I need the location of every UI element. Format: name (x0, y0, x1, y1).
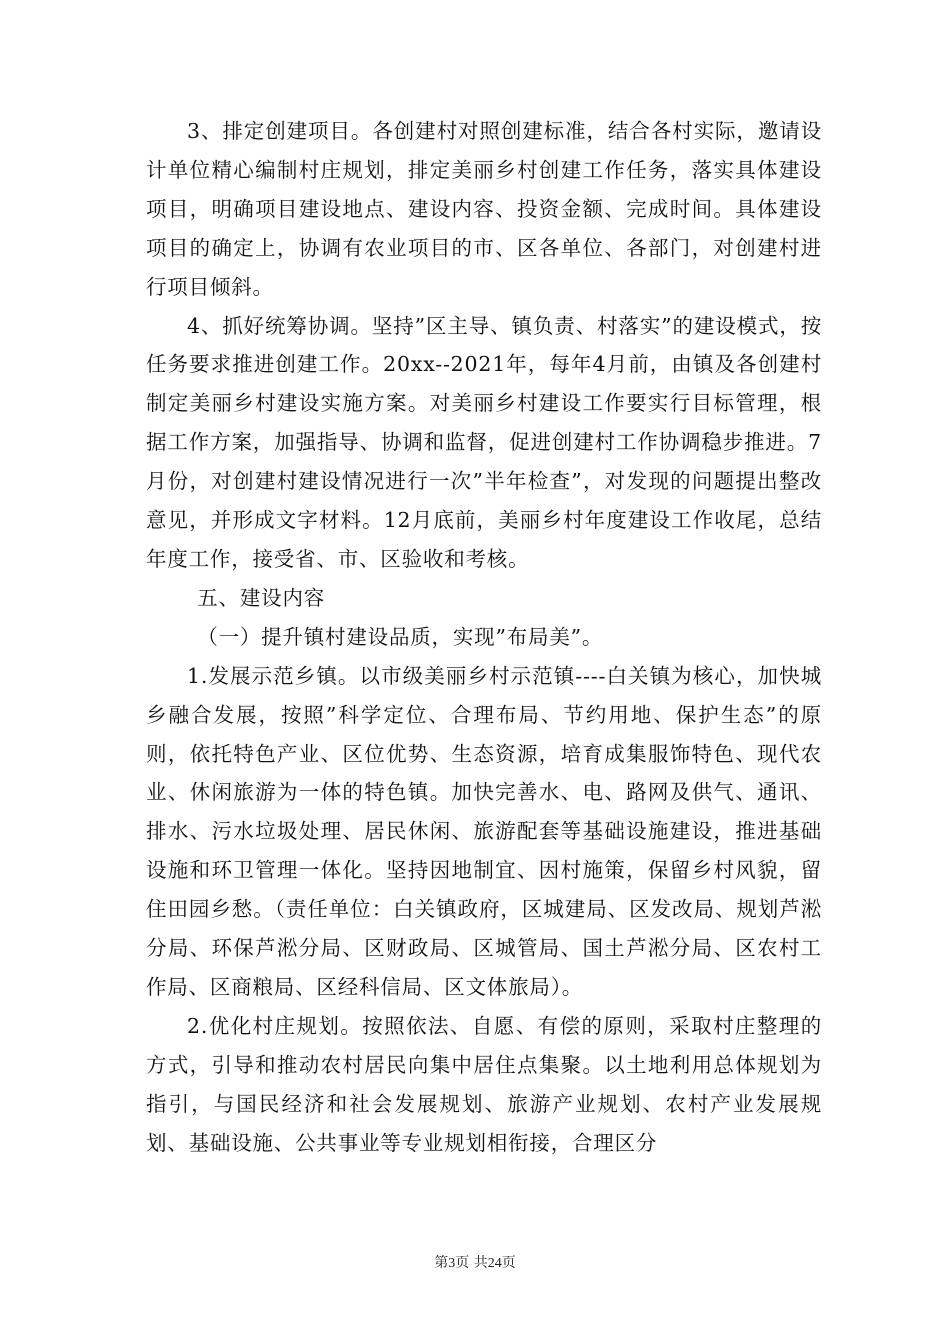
footer-page-number: 3 (448, 1256, 456, 1271)
footer-total-pages: 24 (487, 1256, 502, 1271)
page-footer (0, 1252, 950, 1272)
section-heading: 五、建设内容 (197, 585, 326, 610)
document-body (146, 112, 822, 1162)
footer-middle: 页 共 (455, 1255, 488, 1271)
paragraph-item-2: 2.优化村庄规划。按照依法、自愿、有偿的原则，采取村庄整理的方式，引导和推动农村居民向集中居住点集聚。以土地利用总体规划为指引，与国民经济和社会发展规划、旅游产业规划、农村产业发展规划、基础设施、公共事业等专业规划相衔接，合理区分 (146, 1013, 822, 1155)
paragraph-item-1: 1.发展示范乡镇。以市级美丽乡村示范镇----白关镇为核心，加快城乡融合发展，按照”科学定位、合理布局、节约用地、保护生态”的原则，依托特色产业、区位优势、生态资源，培育成集服饰特色、现代农业、休闲旅游为一体的特色镇。加快完善水、电、路网及供气、通讯、排水、污水垃圾处理、居民休闲、旅游配套等基础设施建设，推进基础设施和环卫管理一体化。坚持因地制宜、因村施策，保留乡村风貌，留住田园乡愁。（责任单位：白关镇政府，区城建局、区发改局、规划芦淞分局、环保芦淞分局、区财政局、区城管局、国土芦淞分局、区农村工作局、区商粮局、区经科信局、区文体旅局）。 (146, 663, 822, 999)
footer-prefix: 第 (434, 1255, 449, 1271)
footer-suffix: 页 (501, 1255, 516, 1271)
paragraph-item-4: 4、抓好统筹协调。坚持”区主导、镇负责、村落实”的建设模式，按任务要求推进创建工作。20xx--2021年，每年4月前，由镇及各创建村制定美丽乡村建设实施方案。对美丽乡村建设工作要实行目标管理，根据工作方案，加强指导、协调和监督，促进创建村工作协调稳步推进。7月份，对创建村建设情况进行一次”半年检查”，对发现的问题提出整改意见，并形成文字材料。12月底前，美丽乡村年度建设工作收尾，总结年度工作，接受省、市、区验收和考核。 (146, 313, 822, 571)
subsection-heading: （一）提升镇村建设品质，实现”布局美”。 (197, 624, 604, 649)
paragraph-item-3: 3、排定创建项目。各创建村对照创建标准，结合各村实际，邀请设计单位精心编制村庄规划，排定美丽乡村创建工作任务，落实具体建设项目，明确项目建设地点、建设内容、投资金额、完成时间。具体建设项目的确定上，协调有农业项目的市、区各单位、各部门，对创建村进行项目倾斜。 (146, 119, 822, 299)
